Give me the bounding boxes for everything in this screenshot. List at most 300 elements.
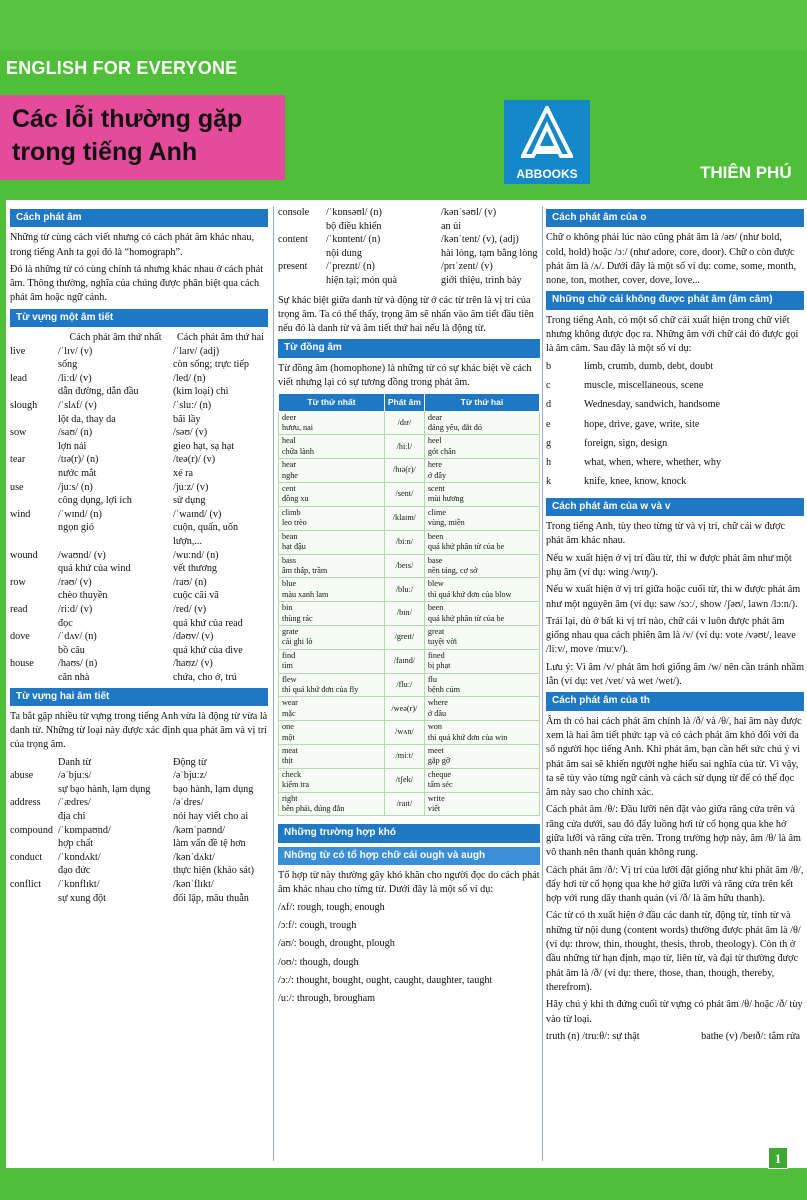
paragraph: Các từ có th xuất hiện ở đầu các danh từ, động từ, tính từ và những từ nội dung (content words) thường được phát âm là /θ/ (ví dụ: throw, thin, thought, thesis, throb, theology). Còn th ở đầu những từ hạn định, mạo từ, liên từ, và đại từ thường được phát âm là /ð/ (ví dụ: there, those, than, though, thereby, therefrom). [546,910,801,993]
ipa: /fluː/ [384,673,424,697]
meaning: tấm séc [427,780,453,790]
pronunciation-2 [173,453,268,480]
first-word [279,530,385,554]
section-title: Những trường hợp khó [278,824,540,842]
word: lead [10,372,27,384]
ipa: /weə(r)/ [384,697,424,721]
column-header: Danh từ [58,756,91,768]
pronunciation-1 [326,260,441,287]
word: blue [282,579,297,589]
meaning: thì quá khứ đơn của win [427,732,508,742]
table-row [546,360,804,379]
meaning: làm vấn đề tệ hơn [173,838,246,850]
column-header: Từ thứ nhất [279,394,385,411]
meaning: đồng xu [282,494,309,504]
pronunciation-2 [173,549,268,576]
ipa: /tɪə(r)/ (n) [58,454,99,466]
word: present [278,261,308,273]
table-row [279,506,540,530]
word: bass [282,555,297,565]
meaning: bãi lầy [173,413,201,425]
word: live [10,345,26,357]
second-word [424,649,539,673]
subsection-title: Những từ có tổ hợp chữ cái ough và augh [278,847,540,865]
second-word [424,721,539,745]
word: write [427,793,445,803]
ipa: /ˈlɪv/ (v) [58,345,93,357]
ipa: /klaɪm/ [384,506,424,530]
meaning: nội dung [326,247,362,259]
examples: hope, drive, gave, write, site [584,418,700,430]
word: abuse [10,770,34,782]
meaning: xé ra [173,468,194,480]
pronunciation-2 [441,260,540,287]
column-divider [273,206,274,1161]
ipa: /raʊ/ (n) [173,576,207,588]
homograph-table-two-syllable [10,756,268,906]
word: heal [282,436,296,446]
meaning: bị phạt [427,661,451,671]
second-word [424,530,539,554]
second-word [424,697,539,721]
ipa: /led/ (n) [173,372,206,384]
word: use [10,481,24,493]
ipa: /saʊ/ (n) [58,427,93,439]
word: house [10,658,34,670]
table-row [10,549,268,576]
table-row [546,437,804,456]
meaning: cuộc cãi vã [173,590,219,602]
table-row [279,411,540,435]
ipa: /rəʊ/ (v) [58,576,92,588]
ipa: /kəmˈpaʊnd/ [173,824,225,836]
paragraph: Sự khác biệt giữa danh từ và động từ ở các từ trên là vị trí của trọng âm. Ta có thể thấy, trọng âm sẽ nhấn vào âm tiết đầu tiên nếu đó là danh từ và âm tiết thứ hai nếu là động từ. [278,294,534,335]
meaning: lột da, thay da [58,413,116,425]
word: console [278,207,310,218]
word: sow [10,427,27,439]
ipa: /ˈpreznt/ (n) [326,261,375,273]
meaning: chèo thuyền [58,590,108,602]
pronunciation-1 [58,603,173,630]
meaning: bạo hành, lạm dụng [173,783,254,795]
meaning: quá khứ của wind [58,563,131,575]
word: blew [427,579,444,589]
examples: Wednesday, sandwich, handsome [584,399,721,411]
second-word [424,792,539,816]
page-number: 1 [768,1147,788,1169]
pronunciation-2 [173,603,268,630]
series-title: ENGLISH FOR EVERYONE [6,58,238,78]
column-divider [542,206,543,1161]
meaning: thùng rác [282,613,313,623]
ipa: /ˈdʌv/ (n) [58,631,97,643]
paragraph: Nếu w xuất hiện ở vị trí đầu từ, thì w được phát âm như một phụ âm (ví dụ: wing /wɪŋ/). [546,552,792,578]
column-3 [546,206,804,1166]
pronunciation-1 [58,372,173,399]
meaning: nền tảng, cơ sở [427,565,478,575]
table-row [279,483,540,507]
first-word [279,792,385,816]
publisher-name: THIÊN PHÚ [700,163,792,182]
table-row [546,398,804,417]
meaning: sử dụng [173,495,206,507]
table-row [279,578,540,602]
paragraph: Nếu w xuất hiện ở vị trí giữa hoặc cuối từ, thì w được phát âm như một nguyên âm (ví dụ: saw /sɔː/, show /ʃəʊ/, lawn /lɔːn/). [546,584,801,610]
meaning: hợp chất [58,838,94,850]
book-title-line2: trong tiếng Anh [12,138,198,166]
ipa: /hɪə(r)/ [384,459,424,483]
table-row [10,426,268,453]
ipa: /riːd/ (v) [58,603,93,615]
section-title: Cách phát âm của o [546,209,804,227]
paragraph: Cách phát âm /ð/: Vị trí của lưỡi đặt giống như khi phát âm /θ/, đẩy hơi từ cổ họng qua khe hở giữa lưỡi và răng cửa trên kết hợp với rung dây thanh quản (vì /ð/ là âm hữu thanh). [546,864,804,905]
ipa: /prɪˈzent/ (v) [441,261,493,273]
ipa: /faɪnd/ [384,649,424,673]
table-body [279,411,540,816]
word: wear [282,698,298,708]
table-row [546,418,804,437]
word: clime [427,507,447,517]
meaning: quá khứ phân từ của be [427,613,505,623]
logo-text: ABBOOKS [516,167,578,181]
word: here [427,460,442,470]
table-row [10,576,268,603]
second-word [424,435,539,459]
meaning: (kim loại) chì [173,386,229,398]
table-row [278,260,540,287]
pronunciation-2 [441,233,540,260]
column-header: Cách phát âm thứ nhất [69,332,162,344]
pronunciation-1 [58,549,173,576]
book-title [0,95,285,180]
examples: foreign, sign, design [584,437,668,449]
pronunciation-1 [58,657,173,684]
ipa: /ˈsluː/ (n) [173,400,212,412]
pronunciation-1 [58,345,173,372]
column-2 [278,206,540,1166]
first-word [279,625,385,649]
pronunciation-2 [173,769,268,796]
word: where [427,698,448,708]
table-row [10,399,268,426]
column-header: Phát âm [384,394,424,411]
meaning: ở đâu [427,708,447,718]
word: bin [282,603,293,613]
word: great [427,626,445,636]
table-row [10,603,268,630]
word: been [427,531,444,541]
logo-a-icon [521,106,573,162]
word: wind [10,508,31,520]
homograph-table-one-syllable [10,331,268,684]
word: one [282,722,294,732]
meaning: bên phải, đúng đắn [282,804,345,814]
meaning: thực hiện (khảo sát) [173,865,255,877]
meaning: gieo hạt, sạ hạt [173,440,235,452]
meaning: mùi hương [427,494,464,504]
meaning: viết [427,804,441,814]
word: flew [282,674,297,684]
letter: g [546,437,552,449]
word: right [282,793,298,803]
table-row [546,456,804,475]
paragraph: Trong tiếng Anh, tùy theo từng từ và vị trí, chữ cái w được phát âm khác nhau. [546,521,786,547]
pronunciation-1 [58,453,173,480]
meaning: hiện tại; món quà [326,274,398,286]
table-row [10,796,268,823]
ipa: /bluː/ [384,578,424,602]
table-row [278,206,540,233]
second-word [424,411,539,435]
meaning: sự xung đột [58,892,106,904]
second-word [424,554,539,578]
second-word [424,768,539,792]
letter: b [546,360,552,372]
table-row [279,435,540,459]
section-title: Cách phát âm của th [546,692,804,710]
second-word [424,459,539,483]
meaning: bệnh cúm [427,684,460,694]
ipa: /ˈkɒndʌkt/ [58,851,101,863]
ipa: /tʃek/ [384,768,424,792]
ipa: /əˈdres/ [173,797,204,809]
word: flu [427,674,437,684]
section-title: Từ vựng hai âm tiết [10,688,268,706]
first-word [279,483,385,507]
ipa: /ˈslʌf/ (v) [58,400,97,412]
meaning: hạt đậu [282,542,306,552]
pronunciation-1 [326,206,441,233]
second-word [424,673,539,697]
meaning: thịt [282,756,293,766]
ipa: /red/ (v) [173,603,207,615]
second-word [424,745,539,769]
meaning: căn nhà [58,671,90,683]
word: conduct [10,851,43,863]
second-word [424,506,539,530]
ipa: /ˈkɒmpaʊnd/ [58,824,111,836]
paragraph: Cách phát âm /θ/: Đầu lưỡi nên đặt vào giữa răng cửa trên và răng cửa dưới, sau đó đẩy luồng hơi từ cổ họng qua khe hở giữa lưỡi và răng cửa trên. Trong trường hợp này, âm /θ/ là âm vô thanh nên thanh quản không rung. [546,804,801,859]
letter: e [546,418,551,430]
meaning: hươu, nai [282,423,314,433]
examples: what, when, where, whether, why [584,457,722,469]
section-title: Từ đồng âm [278,339,540,357]
meaning: kiểm tra [282,780,310,790]
word: heel [427,436,442,446]
meaning: vết thương [173,563,218,575]
meaning: leo trèo [282,518,307,528]
column-header: Động từ [173,756,207,768]
ipa: /liːd/ (v) [58,372,92,384]
table-row [279,530,540,554]
section-title: Những chữ cái không được phát âm (âm câm) [546,291,804,309]
table-row [10,630,268,657]
table-body [10,345,268,685]
table-row [279,625,540,649]
paragraph: Tổ hợp từ này thường gây khó khăn cho người đọc do cách phát âm khác nhau cho từng từ. Dưới đây là một số ví dụ: [278,870,540,896]
meaning: nghe [282,470,298,480]
paragraph: Hãy chú ý khi th đứng cuối từ vựng có phát âm /θ/ hoặc /ð/ tùy vào từ loại. [546,999,803,1025]
first-word [279,459,385,483]
ipa: /ˈwaɪnd/ (v) [173,508,222,520]
meaning: lợn nái [58,440,87,452]
first-word [279,697,385,721]
word: dear [427,412,442,422]
letter: d [546,399,552,411]
pronunciation-1 [58,796,173,823]
word: won [427,722,442,732]
table-row [10,453,268,480]
paragraph: Từ đồng âm (homophone) là những từ có sự khác biệt về cách viết nhưng lại có sự tương đồng trong phát âm. [278,362,532,389]
paragraph: Âm th có hai cách phát âm chính là /ð/ và /θ/, hai âm này được xem là hai âm tiết phức tạp và có cách phát âm khó đối với đa số người học tiếng Anh. Khi phát âm, bạn cần hết sức chú ý vì phát âm sai sẽ khiến người nghe hiểu sai nghĩa của từ. Vì vậy, ta sẽ tùy vào từng ngữ cảnh và cách sử dụng từ để có thể đọc âm này sao cho chính xác. [546,715,802,799]
meaning: hài lòng, tạm bằng lòng [441,247,538,259]
word: cent [282,484,296,494]
list-item: /ɔː/: thought, bought, ought, caught, daughter, taught [278,974,493,986]
meaning: ở đây [427,470,447,480]
pronunciation-2 [173,426,268,453]
ipa: /kənˈdʌkt/ [173,851,215,863]
column-1 [10,206,268,1166]
pronunciation-1 [58,630,173,657]
ipa: /kənˈsəʊl/ (v) [441,207,497,218]
word: wound [10,549,38,561]
meaning: một [282,732,295,742]
word: slough [10,400,38,412]
meaning: âm thấp, trầm [282,565,328,575]
meaning: đọc [58,617,73,629]
book-title-line1: Các lỗi thường gặp [12,105,243,133]
ipa: /wuːnd/ (n) [173,549,219,561]
meaning: thì quá khứ đơn của blow [427,589,512,599]
meaning: vùng, miền [427,518,465,528]
pronunciation-2 [173,399,268,426]
paragraph: Ta bắt gặp nhiều từ vựng trong tiếng Anh vừa là động từ vừa là danh từ. Những từ loại này được xác định qua phát âm và vị trí của trọng âm. [10,710,268,751]
table-row [279,768,540,792]
pronunciation-1 [58,481,173,508]
pronunciation-1 [58,426,173,453]
letter: c [546,379,551,391]
silent-letters-table [546,360,804,495]
word: content [278,234,308,246]
example: bathe (v) /beɪð/: tắm rửa [701,1030,800,1042]
section-title: Cách phát âm [10,209,268,227]
ipa: /kənˈflɪkt/ [173,879,214,891]
meaning: gặp gỡ [427,756,451,766]
column-header: Cách phát âm thứ hai [177,332,264,344]
table-row [279,792,540,816]
meaning: chứa, cho ở, trú [173,671,237,683]
ipa: /greɪt/ [384,625,424,649]
ipa: /əˈbjuːz/ [173,770,207,782]
list-item: /ʌf/: rough, tough, enough [278,901,385,913]
pronunciation-1 [58,878,173,905]
paragraph: Những từ cùng cách viết nhưng có cách phát âm khác nhau, trong tiếng Anh ta gọi đó là “homograph”. [10,232,255,258]
ough-list [278,901,540,1007]
word: cheque [427,769,452,779]
ipa: /kənˈtent/ (v), (adj) [441,234,519,246]
word: climb [282,507,301,517]
table-body [10,769,268,905]
table-row [10,824,268,851]
ipa: /beɪs/ [384,554,424,578]
table-body [546,360,804,495]
table-row [546,379,804,398]
meaning: tìm [282,661,293,671]
table-row [10,481,268,508]
first-word [279,578,385,602]
table-row [279,554,540,578]
ipa: /biːn/ [384,530,424,554]
th-examples [546,1030,804,1044]
word: address [10,797,41,809]
second-word [424,578,539,602]
ipa: /juːz/ (v) [173,481,209,493]
word: hear [282,460,297,470]
paragraph: Trong tiếng Anh, có một số chữ cái xuất hiện trong chữ viết nhưng không được đọc ra. Những âm với chữ cái đó được gọi là âm câm. Sau đây là một số ví dụ: [546,314,799,355]
ipa: /juːs/ (n) [58,481,93,493]
first-word [279,435,385,459]
ipa: /bɪn/ [384,602,424,626]
letter: h [546,457,552,469]
meaning: cái ghi lò [282,637,313,647]
word: base [427,555,443,565]
pronunciation-2 [173,576,268,603]
meaning: mặc [282,708,296,718]
pronunciation-1 [58,824,173,851]
ipa: /haʊz/ (v) [173,658,213,670]
table-row [279,673,540,697]
first-word [279,673,385,697]
table-row [279,721,540,745]
column-header: Từ thứ hai [424,394,539,411]
word: read [10,603,28,615]
word: grate [282,626,299,636]
pronunciation-2 [173,481,268,508]
table-row [278,233,540,260]
ipa: /wʌn/ [384,721,424,745]
meaning: đáng yêu, đắt đỏ [427,423,482,433]
word: bean [282,531,298,541]
ipa: /dɪr/ [384,411,424,435]
word: conflict [10,879,42,891]
second-word [424,602,539,626]
word: check [282,769,302,779]
meaning: thì quá khứ đơn của fly [282,684,359,694]
first-word [279,554,385,578]
meaning: màu xanh lam [282,589,329,599]
paragraph: Lưu ý: Vì âm /v/ phát âm hơi giống âm /w/ nên cần tránh nhầm lẫn (ví dụ: vet /vet/ và wet /wet/). [546,661,804,688]
meaning: công dụng, lợi ích [58,495,132,507]
ipa: /haʊs/ (n) [58,658,98,670]
pronunciation-1 [58,576,173,603]
word: find [282,650,296,660]
table-body [278,206,540,288]
first-word [279,721,385,745]
meaning: sống [58,359,78,371]
homophone-table [278,393,540,816]
word: row [10,576,26,588]
ipa: /ˈwɪnd/ (n) [58,508,102,520]
pronunciation-2 [173,372,268,399]
pronunciation-2 [173,657,268,684]
paragraph: Đó là những từ có cùng chính tả nhưng khác nhau ở cách phát âm. Thông thường, nghĩa của chúng được phân biệt qua cách phát âm hoặc ngữ cảnh. [10,263,264,304]
meaning: đạo đức [58,865,91,877]
pronunciation-2 [173,508,268,549]
meaning: an ủi [441,220,462,232]
meaning: ngọn gió [58,522,94,534]
ipa: /ˈkɒntent/ (n) [326,234,381,246]
word: meet [427,746,444,756]
